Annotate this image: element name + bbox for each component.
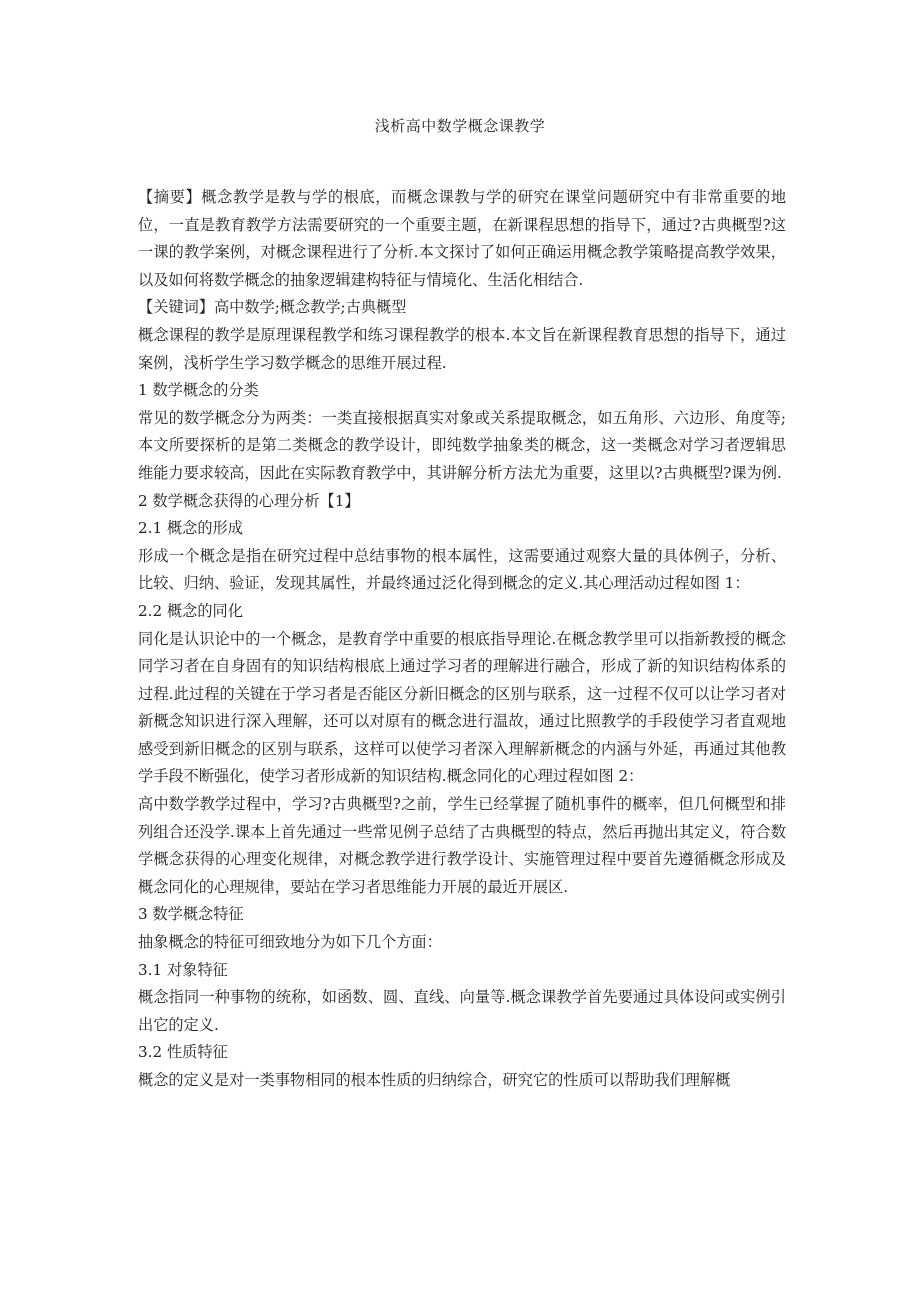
keywords-paragraph: 【关键词】高中数学;概念教学;古典概型 [138,298,407,317]
section-2-1-paragraph: 形成一个概念是指在研究过程中总结事物的根本属性，这需要通过观察大量的具体例子，分析、比较、归纳、验证，发现其属性，并最终通过泛化得到概念的定义.其心理活动过程如图 1： [138,546,786,593]
document-body [138,184,786,1095]
section-3-1-heading: 3.1 对象特征 [138,960,228,979]
abstract-paragraph: 【摘要】概念教学是教与学的根底，而概念课教与学的研究在课堂问题研究中有非常重要的地位，一直是教育教学方法需要研究的一个重要主题，在新课程思想的指导下，通过?古典概型?这一课的教学案例，对概念课程进行了分析.本文探讨了如何正确运用概念教学策略提高教学效果，以及如何将数学概念的抽象逻辑建构特征与情境化、生活化相结合. [138,188,786,289]
section-2-2-paragraph: 同化是认识论中的一个概念，是教育学中重要的根底指导理论.在概念教学里可以指新教授的概念同学习者在自身固有的知识结构根底上通过学习者的理解进行融合，形成了新的知识结构体系的过程.此过程的关键在于学习者是否能区分新旧概念的区别与联系，这一过程不仅可以让学习者对新概念知识进行深入理解，还可以对原有的概念进行温故，通过比照教学的手段使学习者直观地感受到新旧概念的区别与联系，这样可以使学习者深入理解新概念的内涵与外延，再通过其他教学手段不断强化，使学习者形成新的知识结构.概念同化的心理过程如图 2： [138,629,786,786]
section-3-2-heading: 3.2 性质特征 [138,1043,228,1062]
section-1-paragraph: 常见的数学概念分为两类：一类直接根据真实对象或关系提取概念，如五角形、六边形、角度等;本文所要探析的是第二类概念的教学设计，即纯数学抽象类的概念，这一类概念对学习者逻辑思维能力要求较高，因此在实际教育教学中，其讲解分析方法尤为重要，这里以?古典概型?课为例. [138,408,786,482]
section-2-heading: 2 数学概念获得的心理分析【1】 [138,491,360,510]
section-3-2-paragraph: 概念的定义是对一类事物相同的根本性质的归纳综合，研究它的性质可以帮助我们理解概 [138,1071,731,1089]
section-2-2-paragraph-2: 高中数学教学过程中，学习?古典概型?之前，学生已经掌握了随机事件的概率，但几何概型和排列组合还没学.课本上首先通过一些常见例子总结了古典概型的特点，然后再抛出其定义，符合数学概念获得的心理变化规律，对概念教学进行教学设计、实施管理过程中要首先遵循概念形成及概念同化的心理规律，要站在学习者思维能力开展的最近开展区. [138,795,786,896]
section-3-1-paragraph: 概念指同一种事物的统称，如函数、圆、直线、向量等.概念课教学首先要通过具体设问或实例引出它的定义. [138,988,786,1034]
section-3-paragraph: 抽象概念的特征可细致地分为如下几个方面： [138,933,442,952]
section-2-2-heading: 2.2 概念的同化 [138,601,243,620]
section-1-heading: 1 数学概念的分类 [138,381,259,400]
section-2-1-heading: 2.1 概念的形成 [138,519,243,538]
document-title: 浅析高中数学概念课教学 [374,117,546,135]
intro-paragraph: 概念课程的教学是原理课程教学和练习课程教学的根本.本文旨在新课程教育思想的指导下，通过案例，浅析学生学习数学概念的思维开展过程. [138,325,786,372]
section-3-heading: 3 数学概念特征 [138,905,244,924]
